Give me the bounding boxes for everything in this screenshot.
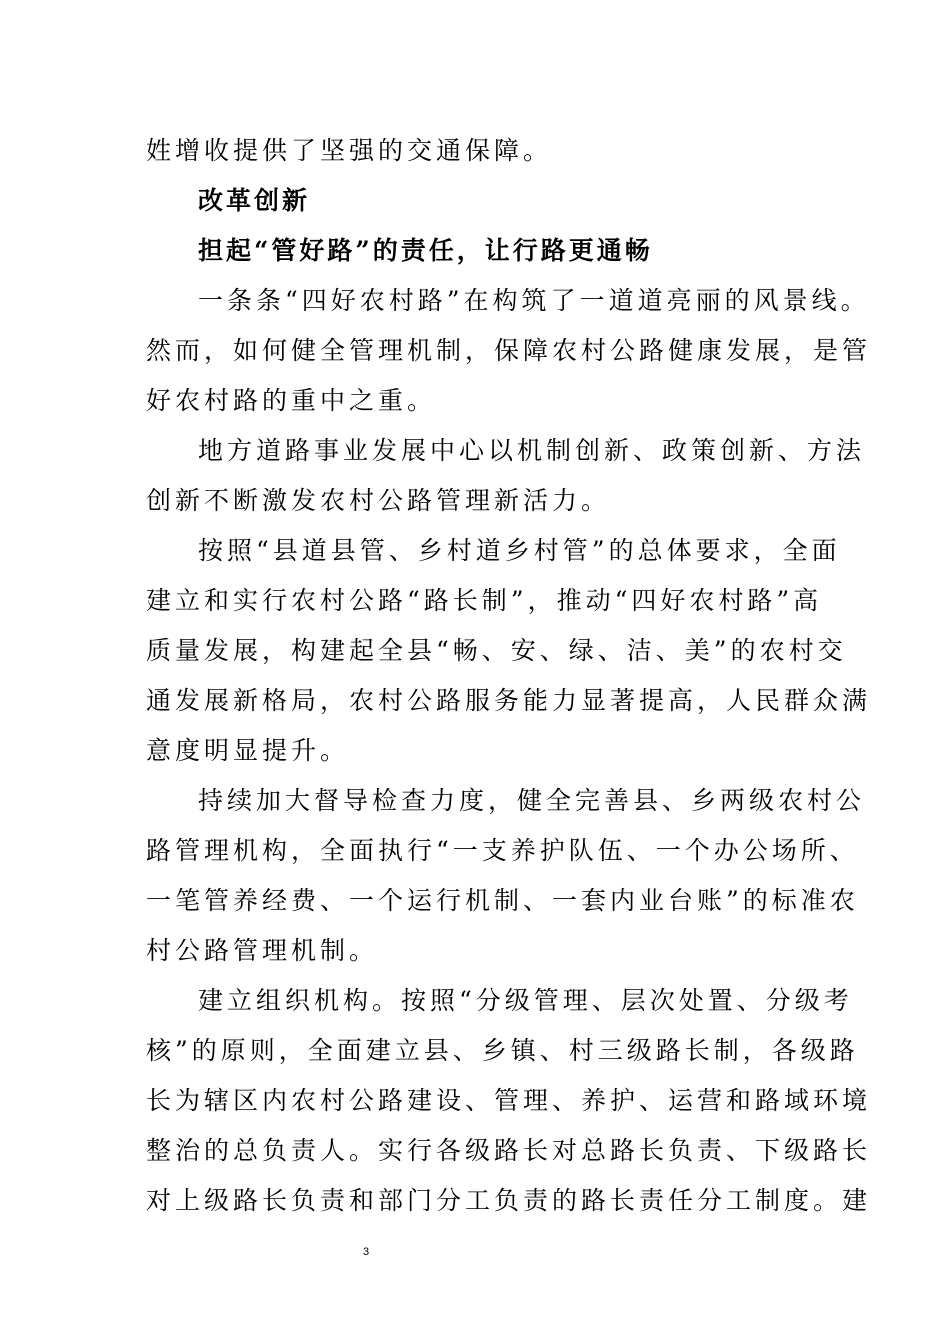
paragraph	[146, 776, 866, 976]
text-line: 创新不断激发农村公路管理新活力。	[146, 486, 611, 515]
paragraph	[146, 976, 872, 1226]
text-line: 核”的原则，全面建立县、乡镇、村三级路长制，各级路	[146, 1036, 859, 1065]
text-line: 担起“管好路”的责任，让行路更通畅	[198, 236, 653, 265]
text-line: 整治的总负责人。实行各级路长对总路长负责、下级路长	[146, 1136, 872, 1165]
text-line: 一笔管养经费、一个运行机制、一套内业台账”的标准农	[146, 886, 859, 915]
paragraph	[146, 126, 806, 176]
paragraph	[146, 426, 866, 526]
text-line: 意度明显提升。	[146, 736, 350, 765]
text-line: 建立组织机构。按照“分级管理、层次处置、分级考	[198, 986, 853, 1015]
text-line: 一条条“四好农村路”在构筑了一道道亮丽的风景线。	[198, 286, 870, 315]
text-line: 然而，如何健全管理机制，保障农村公路健康发展，是管	[146, 336, 872, 365]
section-heading	[146, 176, 806, 226]
paragraph	[146, 276, 872, 426]
text-line: 路管理机构，全面执行“一支养护队伍、一个办公场所、	[146, 836, 859, 865]
page-number: 3	[362, 1246, 370, 1258]
text-line: 建立和实行农村公路“路长制”，推动“四好农村路”高	[146, 586, 823, 615]
text-line: 好农村路的重中之重。	[146, 386, 437, 415]
paragraph	[146, 526, 872, 776]
text-line: 对上级路长负责和部门分工负责的路长责任分工制度。建	[146, 1186, 872, 1215]
section-heading	[146, 226, 806, 276]
text-line: 姓增收提供了坚强的交通保障。	[146, 136, 553, 165]
text-line: 质量发展，构建起全县“畅、安、绿、洁、美”的农村交	[146, 636, 847, 665]
text-line: 按照“县道县管、乡村道乡村管”的总体要求，全面	[198, 536, 841, 565]
text-line: 改革创新	[198, 186, 311, 215]
document-body	[146, 126, 872, 1226]
text-line: 长为辖区内农村公路建设、管理、养护、运营和路域环境	[146, 1086, 872, 1115]
text-line: 持续加大督导检查力度，健全完善县、乡两级农村公	[198, 786, 866, 815]
text-line: 通发展新格局，农村公路服务能力显著提高，人民群众满	[146, 686, 872, 715]
text-line: 村公路管理机制。	[146, 936, 379, 965]
text-line: 地方道路事业发展中心以机制创新、政策创新、方法	[198, 436, 866, 465]
